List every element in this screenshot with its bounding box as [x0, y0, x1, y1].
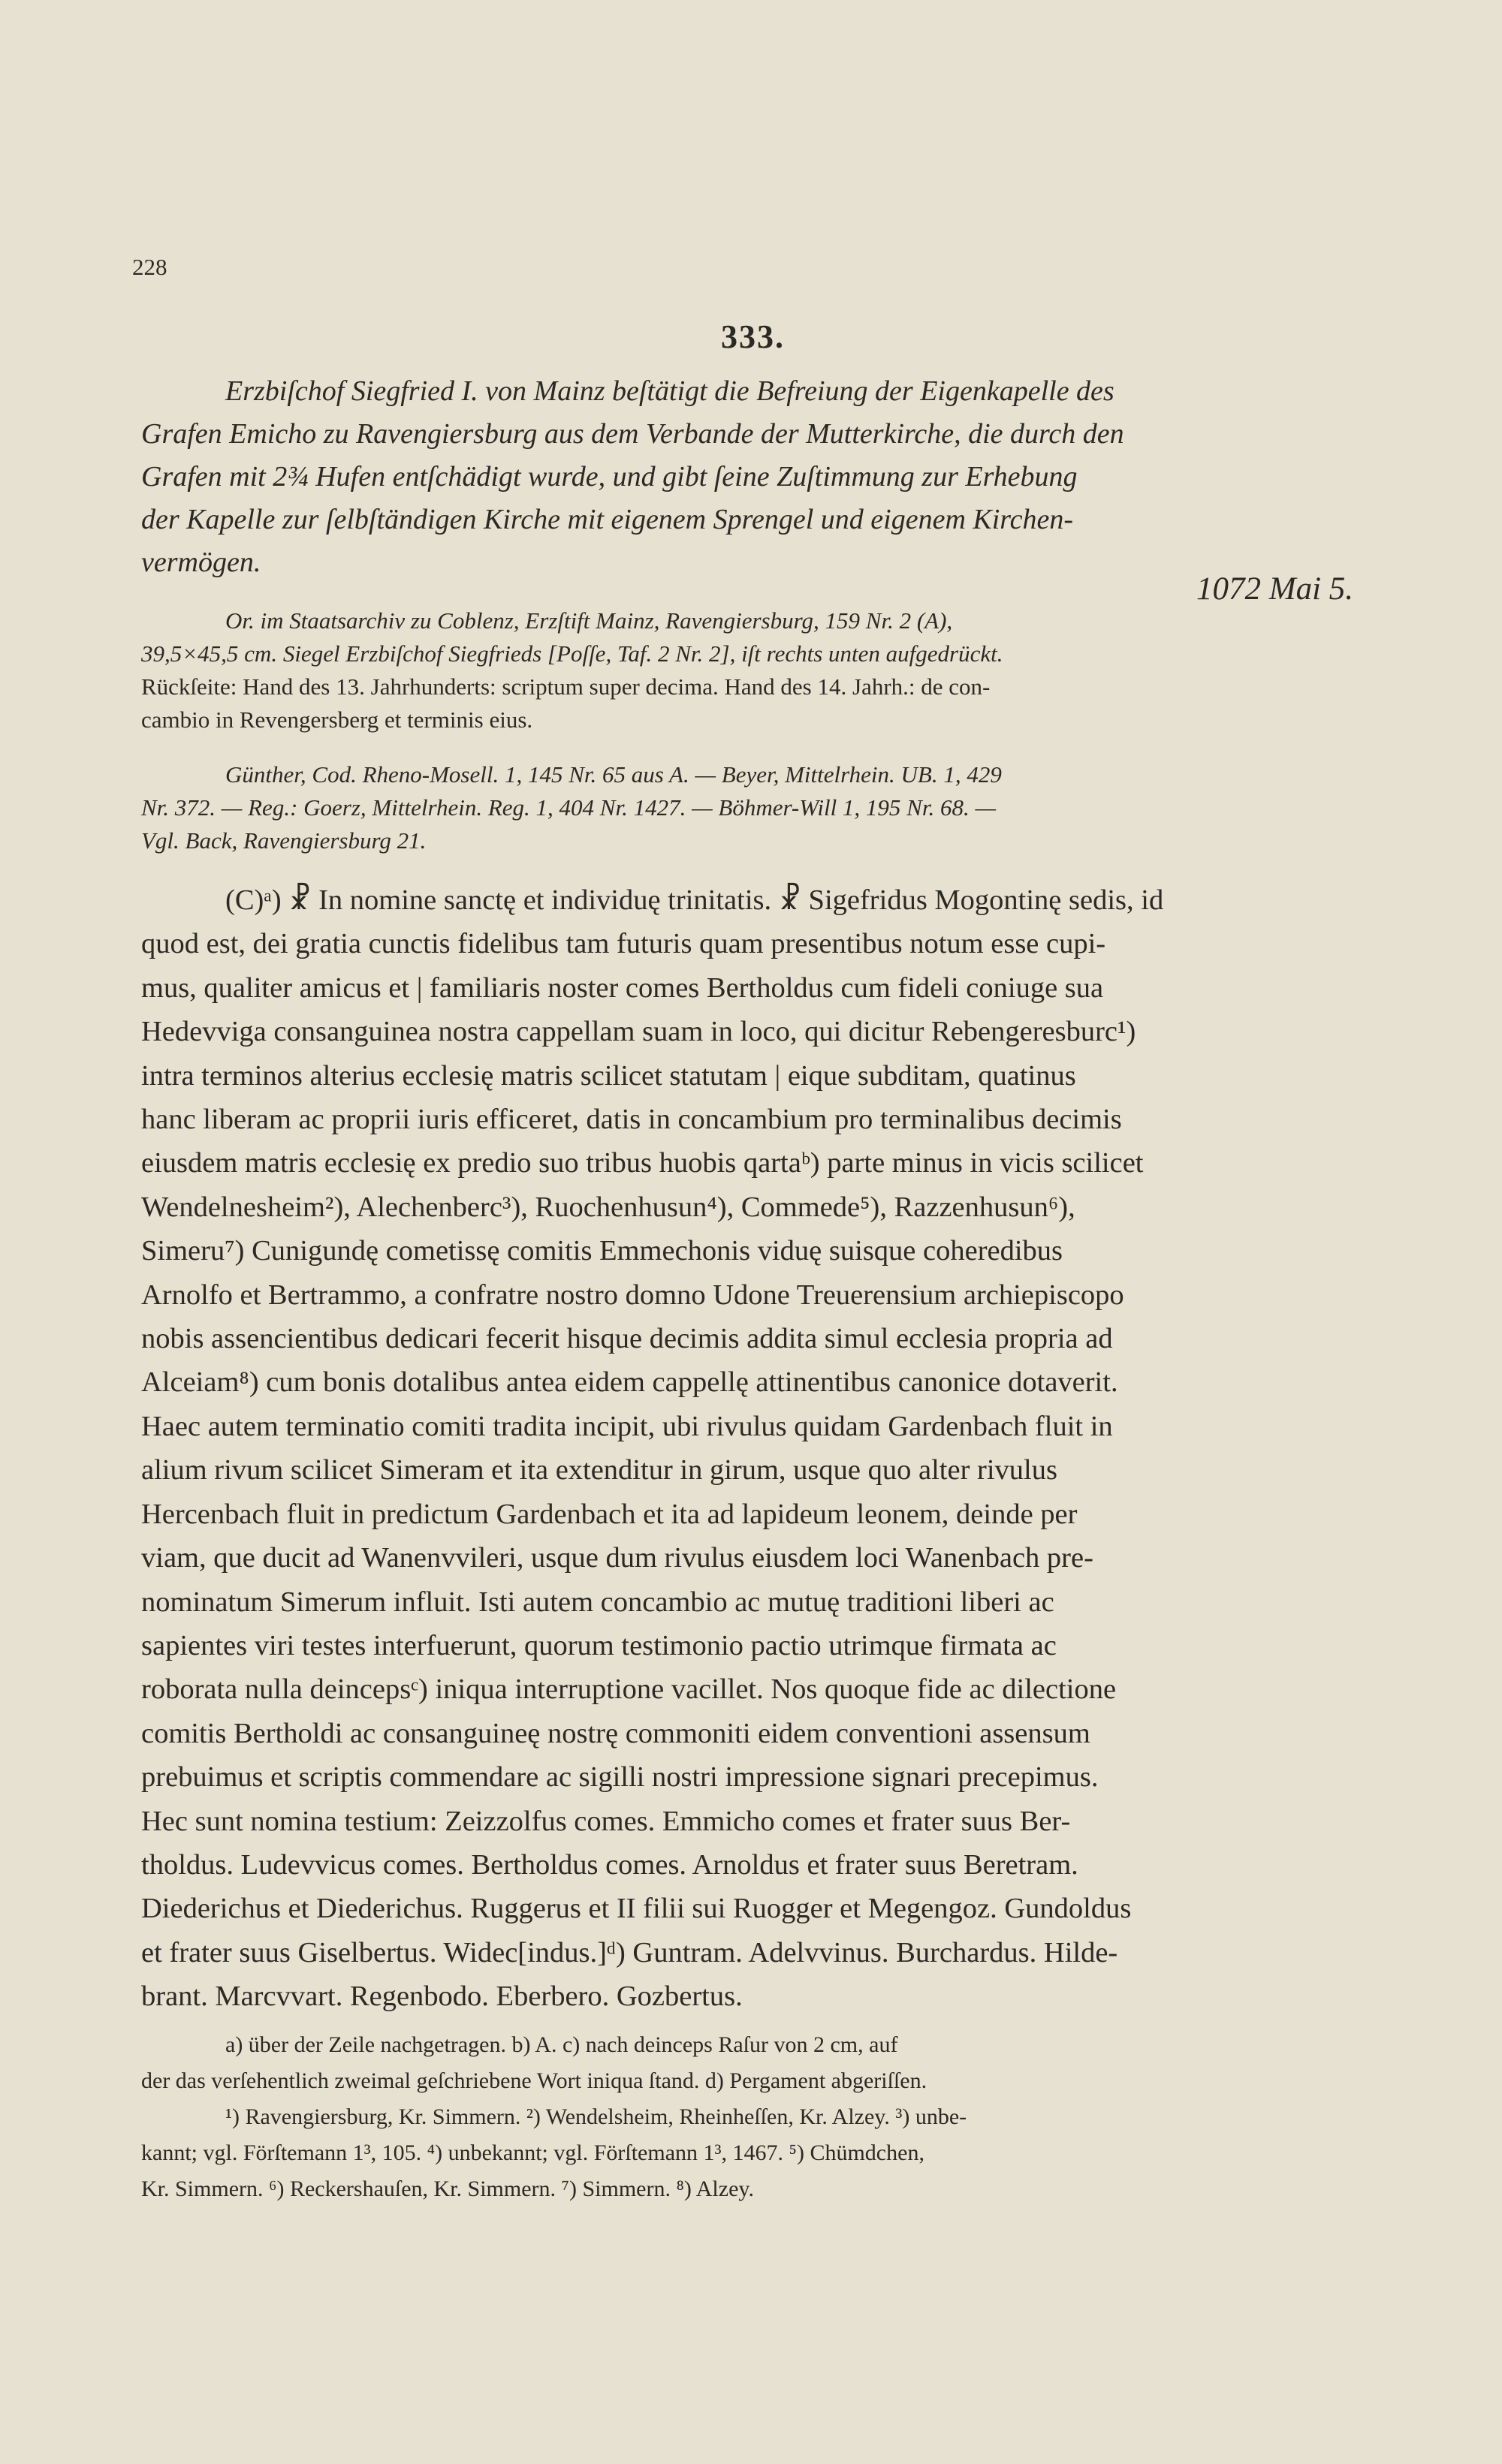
charter-line: Alceiam⁸) cum bonis dotalibus antea eidem cappellę attinentibus canonice dotaverit.: [141, 1366, 1118, 1399]
charter-line: et frater suus Giselbertus. Widec[indus.]ᵈ) Guntram. Adelvvinus. Burchardus. Hilde-: [141, 1936, 1118, 1968]
literature-line: Vgl. Back, Ravengiersburg 21.: [141, 827, 427, 854]
charter-line: alium rivum scilicet Simeram et ita extenditur in girum, usque quo alter rivulus: [141, 1454, 1057, 1487]
charter-line: mus, qualiter amicus et | familiaris noster comes Bertholdus cum fideli coniuge sua: [141, 971, 1104, 1004]
charter-line: Diederichus et Diederichus. Ruggerus et II filii sui Ruogger et Megengoz. Gundoldus: [141, 1893, 1132, 1925]
charter-line: prebuimus et scriptis commendare ac sigilli nostri impressione signari precepimus.: [141, 1761, 1099, 1794]
archive-line: Or. im Staatsarchiv zu Coblenz, Erzſtift Mainz, Ravengiersburg, 159 Nr. 2 (A),: [225, 607, 953, 634]
archive-line: Rückſeite: Hand des 13. Jahrhunderts: scriptum super decima. Hand des 14. Jahrh.: de con-: [141, 673, 991, 700]
charter-line: viam, que ducit ad Wanenvvileri, usque dum rivulus eiusdem loci Wanenbach pre-: [141, 1542, 1093, 1574]
archive-line: cambio in Revengersberg et terminis eius.: [141, 706, 533, 733]
archive-note: [141, 604, 1380, 736]
charter-line: Hedevviga consanguinea nostra cappellam suam in loco, qui dicitur Rebengeresburc¹): [141, 1016, 1136, 1048]
regest-summary: [141, 370, 1380, 584]
charter-line: Haec autem terminatio comiti tradita incipit, ubi rivulus quidam Gardenbach fluit in: [141, 1410, 1113, 1442]
charter-text: [141, 878, 1388, 2019]
charter-line: Simeru⁷) Cunigundę cometissę comitis Emmechonis viduę suisque coheredibus: [141, 1235, 1063, 1267]
archive-line: 39,5×45,5 cm. Siegel Erzbiſchof Siegfrieds [Poſſe, Taf. 2 Nr. 2], iſt rechts unten aufgedrückt.: [141, 640, 1003, 667]
charter-line: hanc liberam ac proprii iuris efficeret, datis in concambium pro terminalibus decimis: [141, 1104, 1122, 1136]
literature-note: [141, 758, 1380, 857]
regest-line: Grafen mit 2¾ Hufen entſchädigt wurde, und gibt ſeine Zuſtimmung zur Erhebung: [141, 461, 1078, 492]
charter-line: quod est, dei gratia cunctis fidelibus tam futuris quam presentibus notum esse cupi-: [141, 928, 1106, 960]
footnotes: [141, 2027, 1388, 2207]
charter-line: (C)ᵃ) ☧ In nomine sanctę et individuę trinitatis. ☧ Sigefridus Mogontinę sedis, id: [225, 884, 1164, 916]
charter-line: brant. Marcvvart. Regenbodo. Eberbero. Gozbertus.: [141, 1981, 743, 2013]
charter-line: intra terminos alterius ecclesię matris scilicet statutam | eique subditam, quatinus: [141, 1059, 1076, 1092]
footnote-line: Kr. Simmern. ⁶) Reckershauſen, Kr. Simmern. ⁷) Simmern. ⁸) Alzey.: [141, 2176, 754, 2201]
footnote-line: ¹) Ravengiersburg, Kr. Simmern. ²) Wendelsheim, Rheinheſſen, Kr. Alzey. ³) unbe-: [225, 2104, 967, 2129]
charter-line: roborata nulla deincepsᶜ) iniqua interruptione vacillet. Nos quoque fide ac dilectione: [141, 1673, 1117, 1706]
charter-line: Wendelnesheim²), Alechenberc³), Ruochenhusun⁴), Commede⁵), Razzenhusun⁶),: [141, 1191, 1075, 1223]
footnote-line: a) über der Zeile nachgetragen. b) A. c) nach deinceps Raſur von 2 cm, auf: [225, 2032, 898, 2057]
charter-line: comitis Bertholdi ac consanguineę nostrę commoniti eidem conventioni assensum: [141, 1717, 1090, 1749]
charter-line: tholdus. Ludevvicus comes. Bertholdus comes. Arnoldus et frater suus Beretram.: [141, 1848, 1078, 1881]
footnote-line: kannt; vgl. Förſtemann 1³, 105. ⁴) unbekannt; vgl. Förſtemann 1³, 1467. ⁵) Chümdchen,: [141, 2140, 924, 2165]
regest-line: Erzbiſchof Siegfried I. von Mainz beſtätigt die Befreiung der Eigenkapelle des: [225, 375, 1114, 407]
footnote-line: der das verſehentlich zweimal geſchriebene Wort iniqua ſtand. d) Pergament abgeriſſen.: [141, 2068, 927, 2093]
charter-line: eiusdem matris ecclesię ex predio suo tribus huobis qartaᵇ) parte minus in vicis scilicet: [141, 1147, 1144, 1179]
document-date: 1072 Mai 5.: [1196, 571, 1354, 607]
charter-line: Arnolfo et Bertrammo, a confratre nostro domno Udone Treuerensium archiepiscopo: [141, 1279, 1124, 1311]
charter-line: nominatum Simerum influit. Isti autem concambio ac mutuę traditioni liberi ac: [141, 1586, 1054, 1618]
charter-line: sapientes viri testes interfuerunt, quorum testimonio pactio utrimque firmata ac: [141, 1629, 1057, 1661]
charter-line: Hec sunt nomina testium: Zeizzolfus comes. Emmicho comes et frater suus Ber-: [141, 1805, 1071, 1837]
page-number: 228: [132, 254, 167, 280]
document-number: 333.: [721, 318, 785, 355]
regest-line: der Kapelle zur ſelbſtändigen Kirche mit eigenem Sprengel und eigenem Kirchen-: [141, 504, 1074, 535]
regest-line: vermögen.: [141, 547, 261, 578]
regest-line: Grafen Emicho zu Ravengiersburg aus dem Verbande der Mutterkirche, die durch den: [141, 418, 1124, 450]
literature-line: Günther, Cod. Rheno-Mosell. 1, 145 Nr. 65 aus A. — Beyer, Mittelrhein. UB. 1, 429: [225, 761, 1002, 788]
charter-line: nobis assencientibus dedicari fecerit hisque decimis addita simul ecclesia propria ad: [141, 1323, 1113, 1355]
literature-line: Nr. 372. — Reg.: Goerz, Mittelrhein. Reg. 1, 404 Nr. 1427. — Böhmer-Will 1, 195 Nr. 68. —: [141, 794, 997, 821]
charter-line: Hercenbach fluit in predictum Gardenbach et ita ad lapideum leonem, deinde per: [141, 1498, 1078, 1530]
